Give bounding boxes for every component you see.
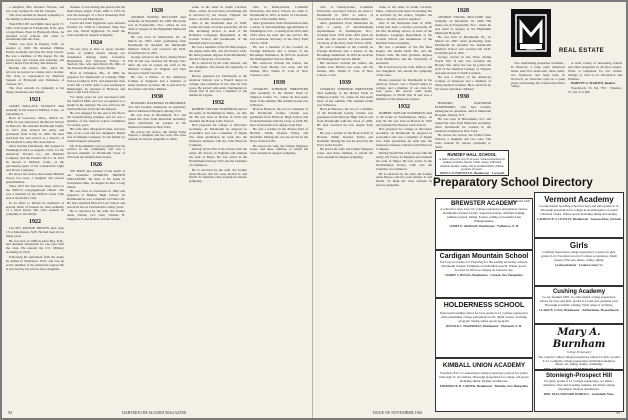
obituary-paragraph: He leaves his widow, the former Mildred Wood, two sons, a daughter and several grandchildren. [6, 172, 64, 184]
obituary-paragraph: He was a member of the Phi Beta Kappa, the Alpha Delta Phi, and the French Club. He held graduate degrees from Middlebury and the University of Grenoble. [189, 45, 247, 61]
obituary-paragraph: a daughter, Mrs. Roberta Nicolas, and two sons, Sydney W. and Dr. Thomas. [6, 6, 64, 13]
obituary-paragraph: He was born in Monmouth, Ill., on March 22, 1907. After graduating from Dartmouth he attended the Dartmouth Medical School and received his M.D. from Harvard in 1932. [128, 35, 186, 55]
obituary-paragraph: He leaves his widow, the former Edna Watson, a daughter and two sons. The class extends its sincere sympathy to them. [435, 133, 491, 150]
obituary-paragraph: He was engaged for the rest of his life in the manufacturing business and he was a member of the Sanford school committee for twenty years. [67, 111, 125, 127]
class-year-heading: 1922 [29, 219, 41, 226]
obituary-paragraph: He was a Fellow of the American College of Surgeons and a member of many medical societies. He is survived by his widow and three children. [435, 75, 491, 92]
ad-rumsey-hall[interactable]: RUMSEY HALL SCHOOL A Junior school for boys 8-14 years. Sound preparation for leading secondary schools. Small classes, individual attention, healthy country life in Litchfield Hills. Athletic program, all sports. JOHN F. SCHOENFELD, Headmaster · Cornwall, [435, 150, 509, 176]
column-7 [376, 6, 432, 414]
class-year-heading: 1932 [398, 104, 410, 111]
obituary-paragraph: Born in Orrington, Me., in 1900, he prepared for Dartmouth at Canaday High School in Albion, N.H., and joined the class in the fall of 1920. After a year teaching in Mississippi, he returned to Hanover and later to the Tuck School. [67, 70, 125, 95]
class-year-heading: 1939 [273, 80, 285, 87]
obituary-paragraph: WALTER LEE ALVORD died April 17, 1961 at his home in Portsmouth, N.H., after a long illness. Born in Plymouth, Mass., he attended local schools and came to Dartmouth with the class. [6, 21, 64, 42]
page-number-left: 94 [8, 410, 12, 415]
obituary-paragraph: The class extends its sympathy to his many classmates and friends. [6, 86, 64, 94]
column-1 [6, 6, 64, 410]
obituary-paragraph: Bob prepared for college at Worcester Academy. At Dartmouth he majored in economics and was a member of Sigma Chi. After graduation he went into the insurance business with the John Hancock Company. [189, 123, 247, 147]
column-6 [317, 6, 373, 306]
obituary-paragraph: WE HAVE just learned of the death of our classmate CHARLES BROWN SINGLETON. He died at his home in Cincinnati, Ohio, on August 22 after a long illness. [67, 169, 125, 189]
obituary-paragraph: He was a member of the Council on Foreign Relations and a trustee of the Brookings Institution. In 1955 he received the Distinguished Service Medal. [317, 45, 373, 61]
obituary-paragraph: GEORGE YOUNG MCCLURE died suddenly on December 16, 1960. His home was in Fayetteville, N.C., where he was chief of surgery at the Highsmith Memorial Hospital. [435, 15, 491, 35]
class-year-heading: 1924 [90, 39, 102, 46]
obituary-paragraph: He was born in Bloomfield, N.J. and joined the class from Montclair Academy. After Dartmouth he worked in the insurance business in New York. [128, 113, 186, 130]
obituary-paragraph: Besides his widow, Mrs. Alice M. Alvord, he leaves two sisters and a brother. The class is represented by Harrison Sargent of Plymouth and Parkinson of Trenton, N.J. [6, 65, 64, 86]
directory-title: Preparatory School Directory [433, 177, 593, 189]
obituary-paragraph: He was a Fellow of the American College of Surgeons and a member of many medical societies. He is survived by his widow and three children. [128, 75, 186, 92]
obituary-paragraph: In an effort to inform its members of several items of interest he died suddenly of a heart attack. The class extends its sympathy to his family. [6, 200, 64, 217]
obituary-paragraph: He was a member of the Council on Foreign Relations and a trustee of the Brookings Institution. In 1955 he received the Distinguished Service Medal. [250, 45, 308, 61]
obituary-paragraph: He was born in Bloomfield, N.J. and joined the class from Montclair Academy. After Dartmouth he worked in the insurance business in New York. [435, 117, 491, 133]
obituary-paragraph: HOWARD RAYMOND ELMENDORF, who had recently undergone an operation, died at Memorial Hospital, Albany, N.Y. [435, 101, 491, 117]
obituary-paragraph: CHARLES WINDSOR BREWSTER died suddenly at the Barber Farm in Simpson Center, Vt., where he had spent most of his summer. His summer home was in Boston. [250, 87, 308, 107]
obituary-paragraph: Mr. Schoenheimer was recognized for his service in the community and was a devoted member of Dartmouth Class of 1924 and the Alumni Association. [67, 143, 125, 160]
ad-cardigan-mountain-school[interactable]: Cardigan Mountain School For boys in Grades 6-9. Preparing for the leading secondary schools. Dartmouth trustees. Emphasis on individual growth. Winter sports. Located on 500 acre campus on Canaan Lake. HARRY S. BOGGS, Headmaster · Canaan, New Hampshire [435, 250, 533, 298]
obituary-paragraph: HOWARD RAYMOND ELMENDORF, who had recently undergone an operation, died at Memorial Hospital, Albany, N.Y. [128, 101, 186, 113]
obituary-paragraph: He was a member of the Phi Beta Kappa, the Alpha Delta Phi, and the French Club. He held graduate degrees from Middlebury and the University of Grenoble. [376, 45, 432, 65]
obituary-paragraph: He is survived by his wife, Marion, and two daughters. We extend the sympathy of the class. [189, 61, 247, 74]
ad-mary-a-burnham[interactable]: Mary A. Burnham College Preparatory The country's oldest college preparatory school for girls. Grades 9-12. Complete college preparation. Individual attention. Music, art, riding, skiing, swimming. MRS. GEORGE WALDO EMERSON · Northampton, [534, 324, 624, 370]
obituary-paragraph: After graduation from Dartmouth he held a series of merchandising appointments in Washington, D.C., working from 1933 until 1943 when he went into the service. He was Assistant Secretary of the Navy from 1954 to 1956. [317, 21, 373, 45]
ad-brewster-academy[interactable]: BREWSTER ACADEMY Founded 1820 A school for boys 14 to 19. College preparatory and general courses. Dartmouth-oriented faculty. Supervised study, remedial reading, summer session. Skiing, hockey, sailing on beautiful Lake Winnipesaukee. JAMES E. GRAHAM, Headmaster · Wolfeboro, N. H. [435, 198, 533, 250]
obituary-paragraph: He is survived by his wife, the former Anne Moore, and two sons, Robert Jr. and David. To them the class extends its sincere sympathy. [189, 167, 247, 184]
obituary-paragraph: He was a partner in the Boston firm of Herrick, Smith, Donald, Farley and Ketchum. During the war he served in the Navy in the Pacific. [317, 131, 373, 147]
obituary-paragraph: He is survived by his wife, the former Anne Moore, and two sons, Robert Jr. and David. To them the class extends its sincere sympathy. [376, 171, 432, 188]
right-page [313, 2, 626, 418]
obituary-paragraph: Bob prepared for college at Worcester Academy. At Dartmouth he majored in economics and was a member of Sigma Chi. After graduation he went into the insurance business with the John Hancock Company. [376, 127, 432, 151]
obituary-paragraph: Howie prepared for Dartmouth at the Andover School, was a French major in college, and a member of our class for four years. He served with Army Intelligence in World War II and was a member of the American Legion. [376, 77, 432, 102]
obituary-paragraph: During World War II he served with the Army Air Forces in England and attained the rank of Major. He was active in the Northampton Rotary Club and the Chamber of Commerce. [376, 151, 432, 171]
obituary-paragraph: Nashua. It was during this period that his final illness began. From 1948 to 1955 he was the manager of a food brokerage firm in Concord and Manchester. [67, 6, 125, 21]
obituary-paragraph: George served in the Navy during World War II and was awarded the Bronze Star. After the war he joined the staff of the Medical College of Virginia and later moved to North Carolina. [128, 55, 186, 75]
obituary-paragraph: George served in the Navy during World War II and was awarded the Bronze Star. After the war he joined the staff of the Medical College of Virginia and later moved to North Carolina. [435, 55, 491, 75]
obituary-paragraph: Since 1957 the four have been active in the Milford Congregational church. Jim was a member of the Milford Lions Club and of the Rotary Club. [6, 184, 64, 201]
obituary-paragraph: Lewis and Josie Eggleston were married October 16, 1926 in Cleveland. They had one son, David Eggleston. To them the class extends its deepest sympathy. [67, 21, 125, 37]
obituary-paragraph: ROBERT TAYLOR WOODMAN died at his home in Northampton, Mass., on July 30. He was born in Boston in 1910 and attended the Boston Latin School. [376, 111, 432, 127]
obituary-paragraph: One of the handsome men of 1930, Leslie had been a teacher practically all his life, including service as head of the Romance Language Department at the Loomis School and headmaster of the Kimball Union Academy. [189, 21, 247, 45]
class-year-heading: 1930 [457, 94, 469, 100]
obituary-paragraph: Following his retirement from the Army he settled in Wolfeboro, N.H., and was an active member of the American Legion. He is survived by his widow and a daughter. [6, 254, 64, 271]
obituary-paragraph: He leaves his wife, the former Margaret Jones, and three children, to whom the class extends its deepest sympathy. [250, 143, 308, 156]
class-year-heading: 1928 [457, 8, 469, 14]
obituary-paragraph: After leaving Dartmouth, Jim worked in Washington and Los Angeles, Calif., for the American Woolen Co., the Baldwin Company and the Eastern Oil Co. In 1931 he moved to Milford, Conn., as the purchasing agent of the Connecticut Light and Power Company. [6, 144, 64, 172]
real-estate-text-1: Two outstanding properties available - In Hanover, a large early American home with five bedrooms, three baths, two fireplaces and large barn. In Norwich, an attractive cape on a quiet street overlooking the Connecticut River Valley. [511, 62, 565, 89]
column-2 [67, 6, 125, 410]
obituary-paragraph: For many years he was associated with the Sanford Mills and was recognized as a leader in the industry. He was active in the Sanford Rotary Club and the Masons. [67, 94, 125, 111]
obituary-paragraph: Born in Hanover, the son of a member of the Dartmouth faculty, Charlie was graduated from Hanover High School and from Dartmouth with the Class of 1939. He later received his law degree from Yale. [250, 107, 308, 127]
class-year-heading: 1926 [90, 162, 102, 169]
column-5 [250, 6, 308, 410]
obituary-paragraph: He was born in 1900 in Alton Bay, N.H., and attended Dartmouth for one year with the class. He entered the U.S. Military Academy in 1919. [6, 238, 64, 255]
ad-kimball-union-academy[interactable]: KIMBALL UNION ACADEMY Founded 1813. Co-educational college preparatory school for grades 9 through 12. Accredited. Thorough preparation for college. All sports including skiing. Modern dormitories. FREDERICK H. CARTER, Headmaster · Meriden, New Hampshire [435, 358, 533, 412]
class-year-heading: 1921 [29, 96, 41, 103]
class-year-heading: 1930 [151, 94, 163, 100]
obituary-paragraph: He was born in Cincinnati in 1904 and prepared at Hughes High School. At Dartmouth he was a member of Theta Chi. He later attended Harvard Law School and practiced law in Cincinnati for many years. [67, 189, 125, 209]
obituary-paragraph: He was born in Monmouth, Ill., on March 22, 1907. After graduating from Dartmouth he attended the Dartmouth Medical School and received his M.D. from Harvard in 1932. [435, 35, 491, 55]
obituary-paragraph: JAMES WALLACE STANLEY died suddenly at his home in Milford, Conn., on September 6. [6, 103, 64, 116]
publication-line: DARTMOUTH ALUMNI MAGAZINE [122, 410, 187, 415]
obituary-paragraph: His survivors include his widow, the former Joan Martin, two sons, and his mother, Mrs. Walter E. Cole of New Canaan, Conn. [317, 61, 373, 78]
column-3 [128, 6, 186, 410]
obituary-paragraph: The class extends its deepest sympathy to the family in their bereavement. [6, 13, 64, 22]
page-number-right: 95 [616, 410, 620, 415]
obituary-paragraph: wife of Pennsylvania, Columbia University, and Knox School, he came to Dartmouth in 1933. A native of Cleveland, he was a Phi Gamma Delta. [317, 6, 373, 21]
real-estate-text-2: A wide variety of interesting rentals and other properties in all price ranges. Write or telephone for our current listings or visit us in Woodstock and Windsor. HARVEY S. MARTIN, Realtor Woodstock, Vt. Tel. 793 · Windsor, Vt. Tel. 6 or 400 [568, 62, 622, 94]
ad-title: RUMSEY HALL SCHOOL [447, 152, 497, 157]
ad-stonleigh-prospect-hill[interactable]: Stonleigh-Prospect Hill For girls, grades 9-12. College preparatory, art, music, dramatics. Day and boarding students. Excellent college placement. Modern dormitories. MRS. PAUL HOWARD KIMBALL · Greenfield, Mass. [534, 370, 624, 412]
obituary-paragraph: We are sorry to have to report another series of sudden deaths among our classmates. Among them, Lawrence Hutchinson and Sylvester Forbes of Sanford, Me., who died March 26, 1961, at the Veterans Hospital, Togus, Maine. [67, 46, 125, 71]
left-page [2, 2, 313, 418]
column-4 [189, 6, 247, 410]
obituary-paragraph: He leaves his wife, the former Margaret Jones, and three children, to whom the class extends its deepest sympathy. [317, 147, 373, 160]
obituary-paragraph: He is survived by his wife, Marion, and two daughters. We extend the sympathy of the class. [376, 65, 432, 78]
obituary-paragraph: He was a partner in the Boston firm of Herrick, Smith, Donald, Farley and Ketchum. During the war he served in the Navy in the Pacific. [250, 127, 308, 144]
issue-line: ISSUE OF NOVEMBER 1961 [373, 410, 423, 415]
obituary-paragraph: LUCIUS MILTON BROWN died June 13 at Manchester, N.H. He had been ill for many years. [6, 226, 64, 239]
obituary-paragraph: Howie prepared for Dartmouth at the Andover School, was a French major in college, and a member of our class for four years. He served with Army Intelligence in World War II and was a member of the American Legion. [189, 73, 247, 98]
obituary-paragraph: some of his sister in South Carolina, Mass., where he had been vacationing. He is survived by his widow, Virginia, his sister, a brother, and two nephews. [376, 6, 432, 21]
ad-cushing-academy[interactable]: Cushing Academy Co-ed, founded 1865. Co-educational college preparatory school for boys and girls, grades 9-12 and post-graduate year. Thorough academic training. Wide range of activities. CLARK B. COLE, Headmaster · Ashburnham, Massachusetts [534, 286, 624, 324]
obituary-paragraph: Born in Hanover, the son of a member of the Dartmouth faculty, Charlie was graduated from Hanover High School and from Dartmouth with the Class of 1939. He later received his law degree from Yale. [317, 107, 373, 131]
obituary-paragraph: He leaves his widow, the former Edna Watson, a daughter and two sons. The class extends its sincere sympathy to them. [128, 129, 186, 142]
obituary-paragraph: CHARLES WINDSOR BREWSTER died suddenly at the Barber Farm in Simpson Center, Vt., where he had spent most of his summer. His summer home was in Boston. [317, 87, 373, 107]
obituary-paragraph: wife of Pennsylvania, Columbia University, and Knox School, he came to Dartmouth in 1933. A native of Cleveland, he was a Phi Gamma Delta. [250, 6, 308, 21]
obituary-paragraph: Born in Lawrence, Mass., March 19, 1898, he was attracted to the Brown School in Hanover. He attended Dartmouth briefly in 1917, then entered the Army and graduated from Colby in 1920. He later practiced law and served as a director of the Fairfield County Bar Association. [6, 116, 64, 144]
ad-vermont-academy[interactable]: Vermont Academy Co-educational boarding school for boys and girls grades 9-12. Thorough preparation for college in an atmosphere of sound Christian values. Winter sports including skiing and skating. LAURENCE G. LEAVITT, Headmaster · Saxtons River, Vermont [534, 192, 624, 238]
obituary-paragraph: His survivors include his widow, the former Joan Martin, two sons, and his mother, Mrs. Walter E. Cole of New Canaan, Conn. [250, 61, 308, 78]
obituary-paragraph: During World War II he served with the Army Air Forces in England and attained the rank of Major. He was active in the Northampton Rotary Club and the Chamber of Commerce. [189, 147, 247, 168]
obituary-paragraph: His wife, Mrs. Margaret Forbes, survives him, as do a son and two daughters. Burial was in Oakdale Cemetery. To his family we extend deepest sympathy. [67, 127, 125, 144]
obituary-paragraph: One of the handsome men of 1930, Leslie had been a teacher practically all his life, including service as head of the Romance Language Department at the Loomis School and headmaster of the Kimball Union Academy. [376, 21, 432, 45]
real-estate-heading: REAL ESTATE [559, 48, 605, 54]
class-year-heading: 1932 [212, 100, 224, 107]
obituary-paragraph: some of his sister in South Carolina, Mass., where he had been vacationing. He is survived by his widow, Virginia, his sister, a brother, and two nephews. [189, 6, 247, 21]
class-year-heading: 1939 [339, 80, 351, 87]
ad-girls-school[interactable]: Girls Carefully supervised college preparatory courses for girls grades 9-12. Excellent record of college acceptances. Small classes. Fine arts, music, riding, skiing. Lyndon Institute · Lyndon Center, Vt. [534, 238, 624, 286]
obituary-paragraph: He is survived by his wife, the former Anne Jordan; two sons, Charles B. Singleton Jr. and Robert; and his mother. [67, 209, 125, 222]
magazine-spread [2, 2, 626, 418]
class-year-heading: 1928 [151, 8, 163, 14]
obituary-paragraph: After graduation from Dartmouth he held a series of merchandising appointments in Washington, D.C., working from 1933 until 1943 when he went into the service. He was Assistant Secretary of the Navy from 1954 to 1956. [250, 21, 308, 45]
realtor-logo-text: Realtor [525, 47, 537, 51]
obituary-paragraph: ROBERT TAYLOR WOODMAN died at his home in Northampton, Mass., on July 30. He was born in Boston in 1910 and attended the Boston Latin School. [189, 107, 247, 123]
obituary-paragraph: Walter was born in Epping, N.H., on August 4, 1918. He attended Phillips Exeter Academy and later the Tuck School. He was a member of Phi Kappa Psi, the Green Key and Casque and Gauntlet, and held a major D in hockey and baseball. [6, 41, 64, 66]
obituary-paragraph: GEORGE YOUNG MCCLURE died suddenly on December 16, 1960. His home was in Fayetteville, N.C., where he was chief of surgery at the Highsmith Memorial Hospital. [128, 15, 186, 35]
ad-holderness-school[interactable]: HOLDERNESS SCHOOL Episcopal boarding school for boys grades 9-12. College preparatory with outstanding college placement record. Small classes. Self help program. Strong winter sports program. DONALD C. HAGERMAN, Headmaster · Plymouth, N. H. [435, 298, 533, 358]
